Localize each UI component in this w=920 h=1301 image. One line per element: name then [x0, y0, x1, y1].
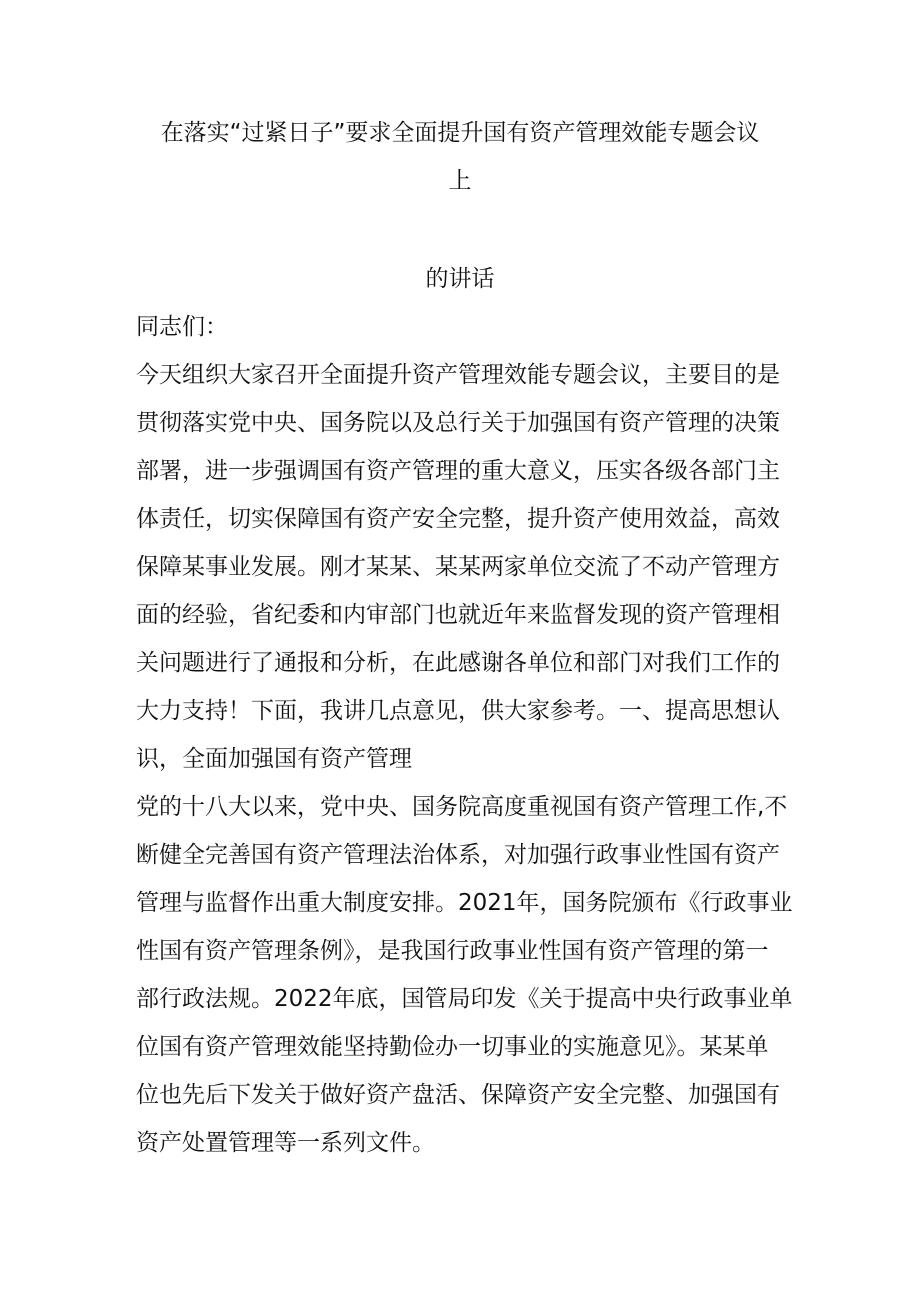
body-text-line: 部行政法规。2022年底，国管局印发《关于提高中央行政事业单 — [136, 986, 793, 1012]
body-text-line: 断健全完善国有资产管理法治体系，对加强行政事业性国有资产 — [136, 842, 780, 868]
body-text-line: 贯彻落实党中央、国务院以及总行关于加强国有资产管理的决策 — [136, 410, 780, 436]
body-text-line: 大力支持！下面，我讲几点意见，供大家参考。一、提高思想认 — [136, 698, 780, 724]
salutation-line: 同志们： — [136, 314, 228, 340]
document-title-line-2: 上 — [448, 168, 472, 194]
body-text-line: 资产处置管理等一系列文件。 — [136, 1130, 435, 1156]
body-text-line: 党的十八大以来，党中央、国务院高度重视国有资产管理工作,不 — [136, 794, 788, 820]
body-text-line: 管理与监督作出重大制度安排。2021年，国务院颁布《行政事业 — [136, 890, 793, 916]
body-text-line: 性国有资产管理条例》，是我国行政事业性国有资产管理的第一 — [136, 938, 769, 964]
body-text-line: 体责任，切实保障国有资产安全完整，提升资产使用效益，高效 — [136, 506, 780, 532]
document-title-line-3: 的讲话 — [425, 266, 495, 292]
body-text-line: 关问题进行了通报和分析，在此感谢各单位和部门对我们工作的 — [136, 650, 780, 676]
body-text-line: 面的经验，省纪委和内审部门也就近年来监督发现的资产管理相 — [136, 602, 780, 628]
body-text-line: 保障某事业发展。刚才某某、某某两家单位交流了不动产管理方 — [136, 554, 780, 580]
document-title-line-1: 在落实“过紧日子”要求全面提升国有资产管理效能专题会议 — [160, 120, 760, 146]
body-text-line: 今天组织大家召开全面提升资产管理效能专题会议，主要目的是 — [136, 362, 780, 388]
body-text-line: 识，全面加强国有资产管理 — [136, 746, 412, 772]
body-text-line: 位国有资产管理效能坚持勤俭办一切事业的实施意见》。某某单 — [136, 1034, 769, 1060]
body-text-line: 部署，进一步强调国有资产管理的重大意义，压实各级各部门主 — [136, 458, 780, 484]
body-text-line: 位也先后下发关于做好资产盘活、保障资产安全完整、加强国有 — [136, 1082, 780, 1108]
